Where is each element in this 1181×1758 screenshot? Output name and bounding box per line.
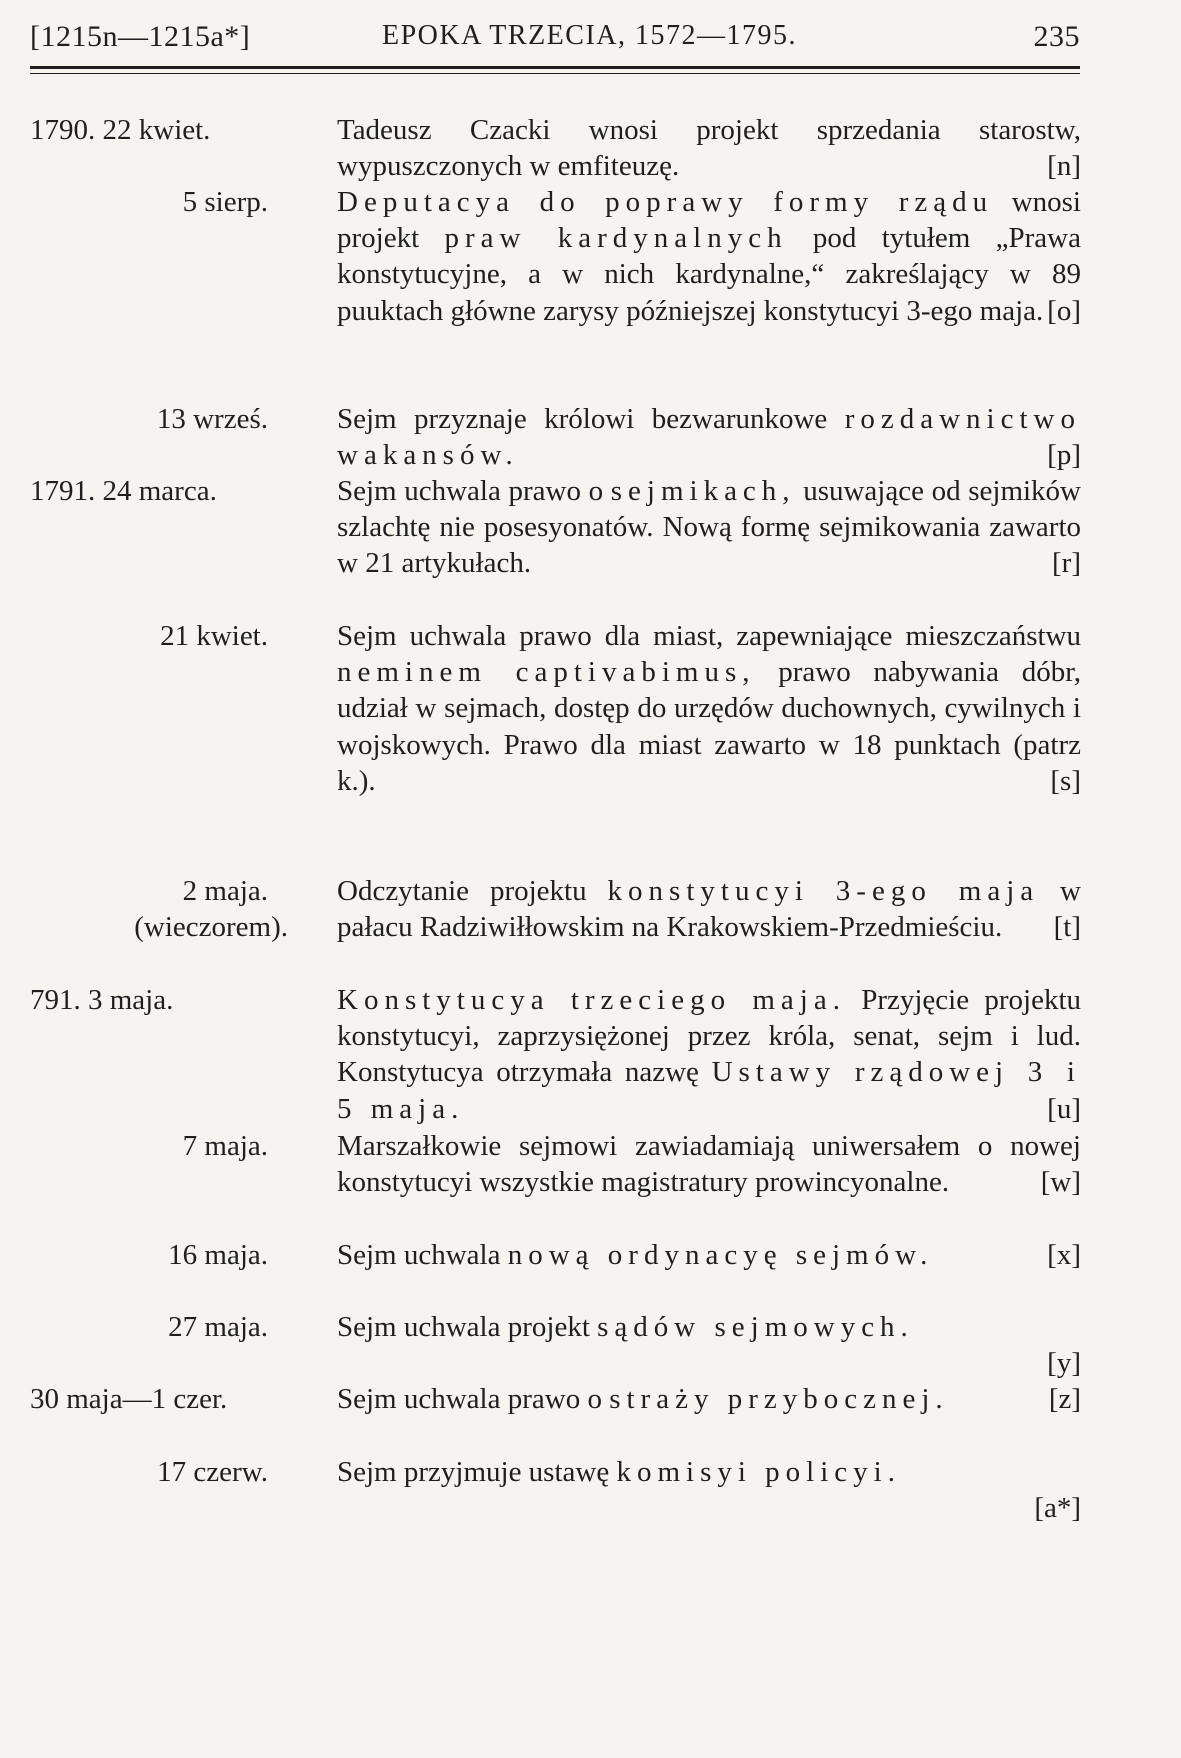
- entry-text: [337, 473, 1081, 582]
- entry-text-part: Sejm uchwala prawo o: [337, 1383, 610, 1415]
- header-rule-thick: [30, 66, 1080, 69]
- entry-text-part: Sejm uchwala prawo dla miast, zapewniające mieszczaństwu: [337, 620, 1081, 652]
- entry-text-part: prawo nabywania dóbr, udział w sejmach, dostęp do urzędów duchownych, cywilnych i wojskowych. Prawo dla miast zawarto w 18 punktach (patrz k.).: [337, 656, 1081, 797]
- entry-text-part: Sejm przyjmuje ustawę: [337, 1456, 617, 1488]
- entry-date: 17 czerw.: [157, 1456, 268, 1488]
- entry-text: [337, 1454, 1081, 1526]
- entry-text-part: pod tytułem „Prawa konstytucyjne, a w nich kardynalne,“ zakreślający w 89 puuktach główne zarysy późniejszej konstytucyi 3-ego maja.: [337, 222, 1081, 327]
- entry-text-part: Sejm uchwala projekt: [337, 1311, 598, 1343]
- footnote-ref: [p]: [1047, 439, 1081, 472]
- entry-date: 16 maja.: [168, 1239, 268, 1271]
- entry-text: [337, 1309, 1081, 1381]
- footnote-ref: [t]: [1053, 911, 1081, 944]
- footnote-ref: [o]: [1047, 294, 1081, 327]
- entry-text: [337, 1237, 1081, 1273]
- entry-text-part: Marszałkowie sejmowi zawiadamiają uniwersałem o nowej konstytucyi wszystkie magistratury prowincyonalne.: [337, 1130, 1081, 1199]
- spaced-emphasis: sejmikach,: [610, 475, 796, 507]
- entry-text-part: usuwające od sejmików szlachtę nie posesyonatów. Nową formę sejmikowania zawarto w 21 artykułach.: [337, 475, 1082, 580]
- footnote-ref: [r]: [1052, 547, 1081, 580]
- header-title: EPOKA TRZECIA, 1572—1795.: [382, 20, 797, 51]
- entry-date: 21 kwiet.: [160, 620, 268, 652]
- spaced-emphasis: praw kardynalnych: [444, 222, 788, 255]
- entry-date: 1790. 22 kwiet.: [30, 114, 211, 146]
- entry-text-part: Odczytanie projektu: [337, 875, 608, 907]
- spaced-emphasis: nową ordynacyę sejmów.: [507, 1239, 934, 1271]
- entry-text: [337, 401, 1081, 473]
- entry-text: [337, 112, 1081, 184]
- entry-date: 1791. 24 marca.: [30, 475, 217, 507]
- entry-date: 2 maja.: [182, 875, 268, 907]
- entry-text-part: Przyjęcie projektu konstytucyi, zaprzysiężonej przez króla, senat, sejm i lud. Konstytucya otrzymała nazwę: [337, 984, 1082, 1089]
- entry-date: 27 maja.: [168, 1311, 268, 1343]
- spaced-emphasis: konstytucyi 3-ego maja: [607, 875, 1040, 907]
- entry-text-part: Tadeusz Czacki wnosi projekt sprzedania starostw, wypuszczonych w emfiteuzę.: [337, 114, 1081, 183]
- spaced-emphasis: Deputacya do poprawy formy rządu: [337, 186, 994, 218]
- entry-date: 791. 3 maja.: [30, 984, 174, 1016]
- entry-text: [337, 618, 1081, 799]
- entry-text-part: Sejm uchwala prawo o: [337, 475, 611, 507]
- spaced-emphasis: Ustawy rządowej 3 i 5 maja.: [337, 1056, 1081, 1125]
- footnote-ref: [w]: [1040, 1166, 1081, 1199]
- entry-text-part: w pałacu Radziwiłłowskim na Krakowskiem-Przedmieściu.: [337, 875, 1081, 944]
- entry-date: 30 maja—1 czer.: [30, 1383, 228, 1415]
- footnote-ref: [s]: [1050, 764, 1081, 797]
- footnote-ref: [z]: [1048, 1383, 1081, 1415]
- entry-text: [337, 1381, 1081, 1417]
- footnote-ref: [x]: [1047, 1239, 1081, 1271]
- entry-date: 7 maja.: [182, 1130, 268, 1162]
- entry-date: 5 sierp.: [182, 186, 268, 218]
- entry-date-note: (wieczorem).: [134, 911, 288, 943]
- header-range: [1215n—1215a*]: [30, 20, 251, 53]
- spaced-emphasis: sądów sejmowych.: [597, 1311, 914, 1343]
- entry-text: [337, 873, 1081, 945]
- header-rule-thin: [30, 73, 1080, 74]
- spaced-emphasis: straży przybocznej.: [609, 1383, 949, 1415]
- spaced-emphasis: rozdawnictwo wakansów.: [337, 403, 1081, 472]
- entry-text: [337, 982, 1081, 1127]
- spaced-emphasis: Konstytucya trzeciego maja.: [337, 984, 846, 1016]
- entry-date: 13 wrześ.: [156, 403, 268, 435]
- footnote-ref: [n]: [1047, 150, 1081, 183]
- spaced-emphasis: neminem captivabimus,: [337, 656, 756, 689]
- footnote-ref: [u]: [1047, 1092, 1081, 1125]
- entry-text: [337, 184, 1081, 329]
- entry-text-part: Sejm uchwala: [337, 1239, 508, 1271]
- spaced-emphasis: komisyi policyi.: [616, 1456, 901, 1488]
- entry-text-part: Sejm przyznaje królowi bezwarunkowe: [337, 403, 845, 435]
- footnote-ref: [y]: [1047, 1347, 1081, 1380]
- page-number: 235: [1033, 20, 1080, 53]
- page-header: [30, 20, 1080, 64]
- footnote-ref: [a*]: [1034, 1492, 1081, 1525]
- entry-text-part: wnosi projekt: [337, 186, 1081, 255]
- entry-text: [337, 1128, 1081, 1200]
